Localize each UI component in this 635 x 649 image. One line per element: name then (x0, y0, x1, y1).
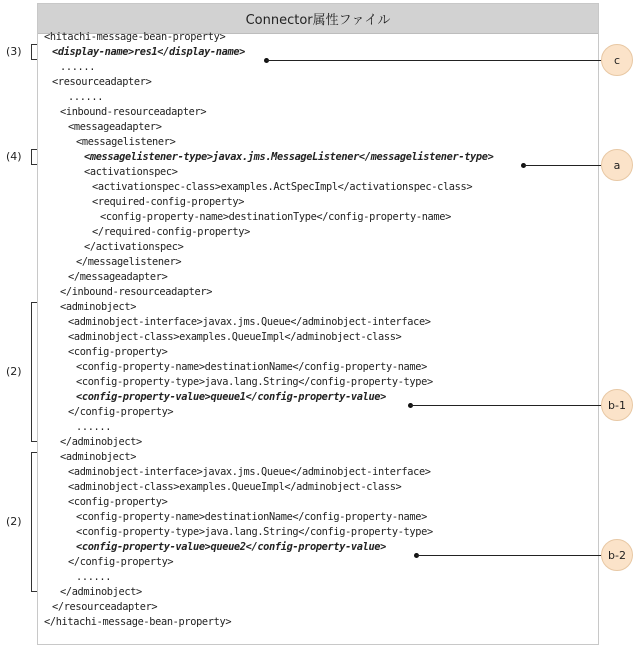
callout-b-1: b-1 (601, 389, 633, 421)
xml-line: <adminobject-class>examples.QueueImpl</adminobject-class> (68, 331, 402, 343)
xml-line: <activationspec> (84, 166, 178, 178)
xml-line: ...... (68, 91, 104, 103)
xml-line-highlighted: <config-property-value>queue1</config-property-value> (76, 391, 387, 403)
xml-line: <config-property-name>destinationName</config-property-name> (76, 361, 427, 373)
xml-line: </activationspec> (84, 241, 184, 253)
callout-b-2: b-2 (601, 539, 633, 571)
xml-line: </messageadapter> (68, 271, 168, 283)
xml-line: ...... (60, 61, 96, 73)
xml-line: <config-property-type>java.lang.String</config-property-type> (76, 526, 433, 538)
xml-line: <activationspec-class>examples.ActSpecImpl</activationspec-class> (92, 181, 473, 193)
xml-line: </inbound-resourceadapter> (60, 286, 213, 298)
section-label: (2) (6, 515, 22, 528)
section-label: (3) (6, 45, 22, 58)
xml-line: <config-property> (68, 346, 168, 358)
callout-leader-line (266, 60, 602, 61)
callout-leader-line (410, 405, 602, 406)
section-bracket (31, 149, 37, 165)
section-label: (4) (6, 150, 22, 163)
xml-line-highlighted: <display-name>res1</display-name> (52, 46, 246, 58)
callout-leader-line (523, 165, 602, 166)
xml-line: </config-property> (68, 406, 174, 418)
section-label: (2) (6, 365, 22, 378)
xml-line: <hitachi-message-bean-property> (44, 31, 226, 43)
xml-line: <resourceadapter> (52, 76, 152, 88)
xml-line: <required-config-property> (92, 196, 245, 208)
xml-line: </required-config-property> (92, 226, 250, 238)
xml-line: <adminobject-interface>javax.jms.Queue</adminobject-interface> (68, 316, 431, 328)
section-bracket (31, 302, 37, 442)
xml-line: </adminobject> (60, 586, 142, 598)
xml-line: ...... (76, 571, 112, 583)
section-bracket (31, 452, 37, 592)
callout-leader-line (416, 555, 602, 556)
xml-line: <messageadapter> (68, 121, 162, 133)
xml-line: </config-property> (68, 556, 174, 568)
xml-line: </messagelistener> (76, 256, 182, 268)
xml-line: <config-property-type>java.lang.String</config-property-type> (76, 376, 433, 388)
xml-line-highlighted: <messagelistener-type>javax.jms.MessageListener</messagelistener-type> (84, 151, 494, 163)
xml-line: <inbound-resourceadapter> (60, 106, 207, 118)
xml-line: <adminobject-interface>javax.jms.Queue</adminobject-interface> (68, 466, 431, 478)
xml-line: </resourceadapter> (52, 601, 158, 613)
xml-line: </hitachi-message-bean-property> (44, 616, 232, 628)
frame-title: Connector属性ファイル (38, 4, 598, 34)
xml-line: <messagelistener> (76, 136, 176, 148)
xml-line-highlighted: <config-property-value>queue2</config-property-value> (76, 541, 387, 553)
xml-line: <adminobject> (60, 301, 137, 313)
callout-a: a (601, 149, 633, 181)
xml-line: <config-property-name>destinationName</config-property-name> (76, 511, 427, 523)
xml-line: ...... (76, 421, 112, 433)
xml-line: <adminobject-class>examples.QueueImpl</adminobject-class> (68, 481, 402, 493)
xml-line: </adminobject> (60, 436, 142, 448)
xml-line: <config-property> (68, 496, 168, 508)
xml-line: <config-property-name>destinationType</config-property-name> (100, 211, 451, 223)
xml-line: <adminobject> (60, 451, 137, 463)
callout-c: c (601, 44, 633, 76)
section-bracket (31, 44, 37, 60)
